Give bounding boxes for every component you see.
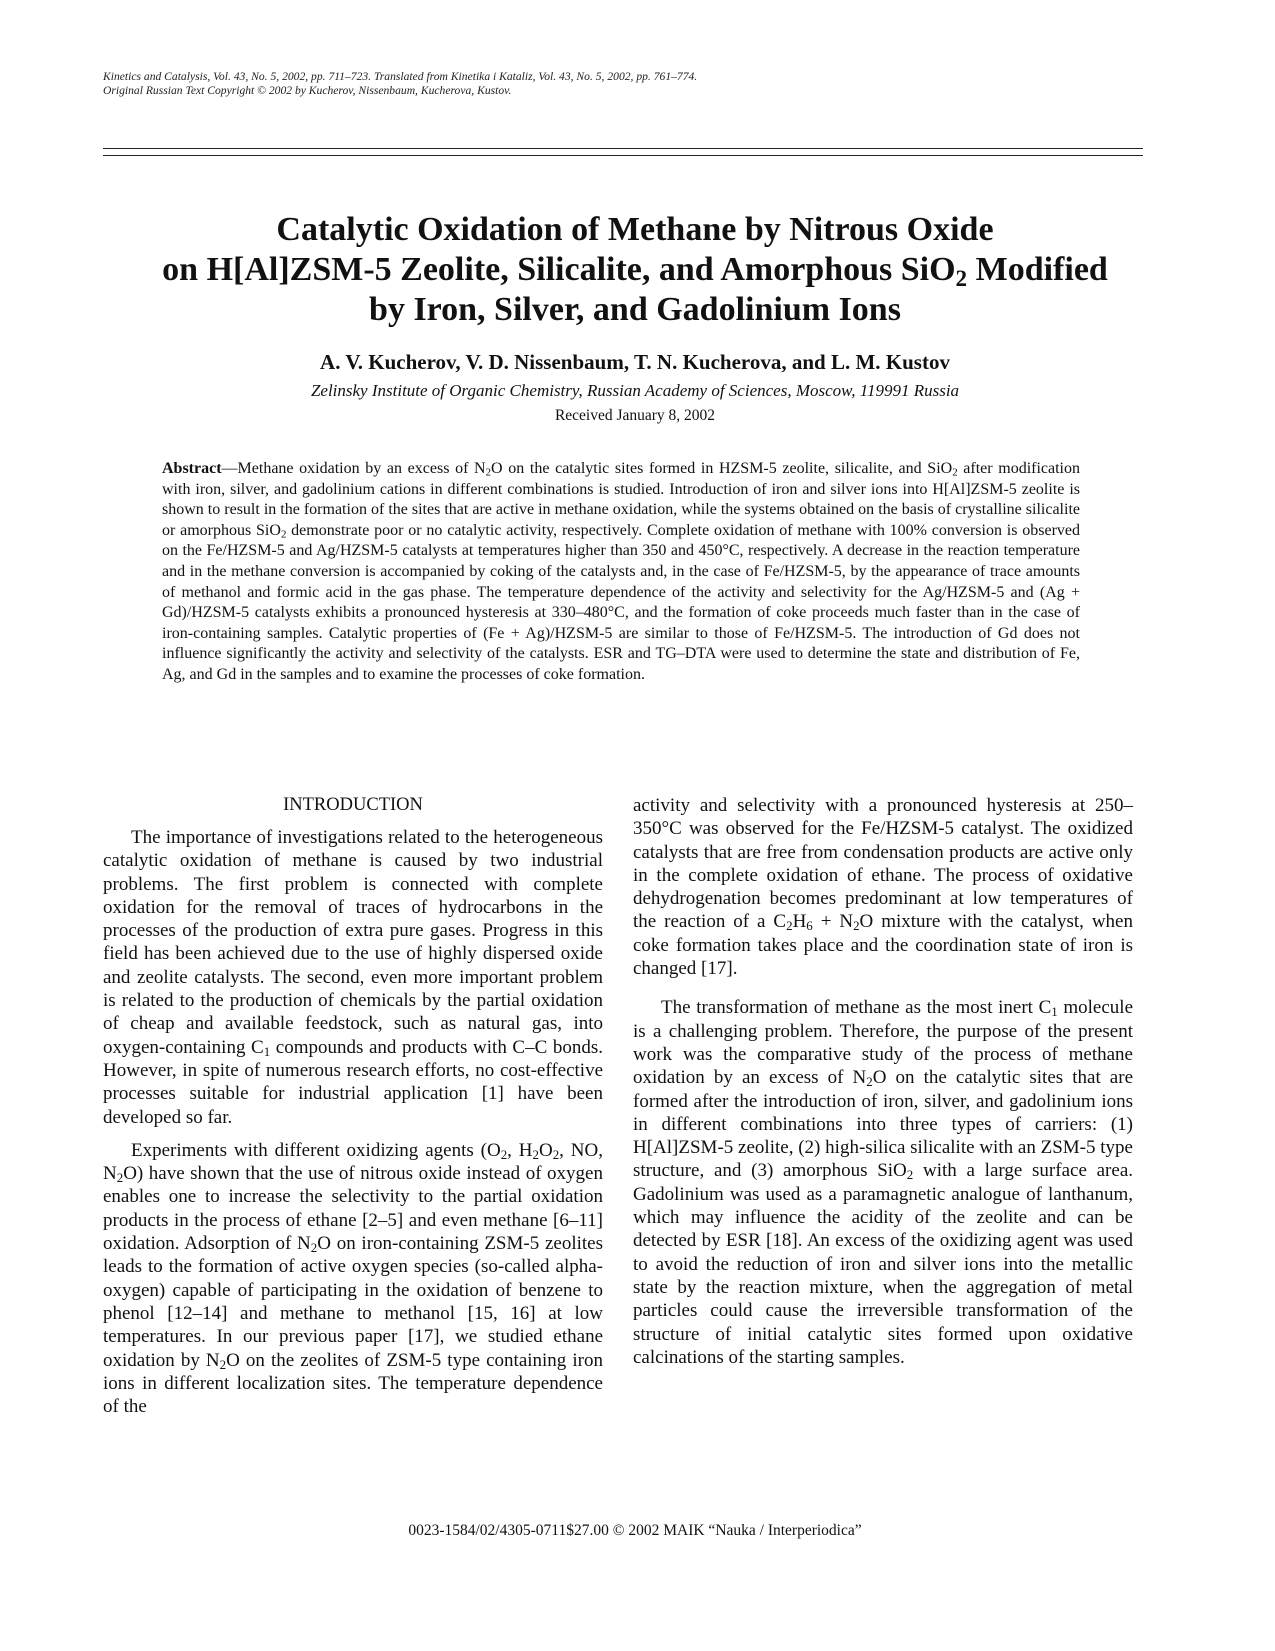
- paragraph-text: activity and selectivity with a pronounced hysteresis at 250–350°C was observed for the Fe/HZSM-5 catalyst. The oxidized catalysts that are free from condensation products are active only in the complete oxidation of ethane. The process of oxidative dehydrogenation becomes predominant at low temperatures of the reaction of a C: [633, 795, 1133, 933]
- subscript: 2: [786, 918, 793, 934]
- title-line-2-end: Modified: [967, 251, 1108, 288]
- subscript: 2: [310, 1240, 318, 1256]
- title-line-3: by Iron, Silver, and Gadolinium Ions: [369, 291, 901, 328]
- paragraph-text: , NO, N: [103, 1139, 603, 1185]
- paragraph-text: O on the catalytic sites that are formed after the introduction of iron, silver, and gadolinium ions in different combinations into three types of carriers: (1) H[Al]ZSM-5 zeolite, (2) high-silica silicalite with an ZSM-5 type structure, and (3) amorphous SiO: [633, 1067, 1133, 1182]
- abstract-text: —Methane oxidation by an excess of N: [221, 460, 486, 477]
- title-line-1: Catalytic Oxidation of Methane by Nitrous Oxide: [276, 211, 994, 248]
- author-list: A. V. Kucherov, V. D. Nissenbaum, T. N. Kucherova, and L. M. Kustov: [320, 350, 950, 374]
- paragraph-text: molecule is a challenging problem. Therefore, the purpose of the present work was the comparative study of the process of methane oxidation by an excess of N: [633, 997, 1134, 1089]
- header-copyright: Original Russian Text Copyright © 2002 by Kucherov, Nissenbaum, Kucherova, Kustov.: [103, 84, 512, 97]
- header-rule-bottom: [103, 155, 1143, 156]
- abstract-label: Abstract: [162, 460, 222, 477]
- subscript: 2: [116, 1170, 124, 1186]
- paragraph-text: O on the zeolites of ZSM-5 type containing iron ions in different localization sites. The temperature dependence of the: [103, 1349, 603, 1418]
- subscript: 2: [219, 1356, 227, 1372]
- subscript: 2: [866, 1074, 873, 1090]
- paragraph-text: , H: [507, 1139, 533, 1161]
- paragraph-text: The transformation of methane as the most inert C: [661, 997, 1052, 1019]
- abstract-subscript: 2: [485, 466, 492, 479]
- abstract-subscript: 2: [280, 528, 287, 541]
- paragraph-text: The importance of investigations related to the heterogeneous catalytic oxidation of methane is caused by two industrial problems. The first problem is connected with complete oxidation for the removal of traces of hydrocarbons in the processes of the production of extra pure gases. Progress in this field has been achieved due to the use of highly dispersed oxide and zeolite catalysts. The second, even more important problem is related to the production of chemicals by the partial oxidation of cheap and available feedstock, such as natural gas, into oxygen-containing C: [103, 827, 603, 1058]
- subscript: 6: [806, 918, 813, 934]
- paragraph-text: + N: [812, 911, 854, 933]
- paragraph-text: Experiments with different oxidizing agents (O: [131, 1139, 501, 1161]
- intro-paragraph-2-continued: [633, 794, 1133, 980]
- intro-paragraph-3: [633, 996, 1133, 1369]
- title-subscript: 2: [955, 265, 968, 292]
- paragraph-text: O mixture with the catalyst, when coke formation takes place and the coordination state of iron is changed [17].: [633, 911, 1133, 980]
- intro-paragraph-2: [103, 1139, 603, 1419]
- subscript: 2: [532, 1147, 539, 1163]
- title-line-2: [90, 250, 1180, 290]
- subscript: 1: [263, 1043, 271, 1059]
- header-rule-top: [103, 148, 1143, 149]
- subscript: 2: [552, 1147, 560, 1163]
- abstract-text: O on the catalytic sites formed in HZSM-5 zeolite, silicalite, and SiO: [491, 460, 953, 477]
- subscript: 2: [853, 918, 860, 934]
- subscript: 2: [906, 1167, 914, 1183]
- subscript: 1: [1051, 1004, 1058, 1020]
- left-column: [103, 794, 603, 1428]
- header-citation: Kinetics and Catalysis, Vol. 43, No. 5, 2002, pp. 711–723. Translated from Kinetika i Kataliz, Vol. 43, No. 5, 2002, pp. 761–774.: [103, 70, 698, 83]
- subscript: 2: [500, 1147, 508, 1163]
- paragraph-text: O) have shown that the use of nitrous oxide instead of oxygen enables one to increase the selectivity to the partial oxidation products in the process of ethane [2–5] and even methane [6–11] oxidation. Adsorption of N: [103, 1163, 603, 1255]
- paragraph-text: H: [792, 911, 807, 933]
- abstract-text: after modification with iron, silver, and gadolinium cations in different combinations is studied. Introduction of iron and silver ions into H[Al]ZSM-5 zeolite is shown to result in the formation of the sites that are active in methane oxidation, while the systems obtained on the basis of crystalline silicalite or amorphous SiO: [162, 460, 1081, 539]
- paragraph-text: O: [538, 1139, 553, 1161]
- received-date: Received January 8, 2002: [554, 407, 716, 424]
- abstract: [162, 459, 1080, 686]
- intro-paragraph-1: [103, 826, 603, 1129]
- paragraph-text: O on iron-containing ZSM-5 zeolites leads to the formation of active oxygen species (so-called alpha-oxygen) capable of participating in the oxidation of benzene to phenol [12–14] and methane to methanol [15, 16] at low temperatures. In our previous paper [17], we studied ethane oxidation by N: [103, 1233, 603, 1371]
- abstract-subscript: 2: [952, 466, 958, 479]
- abstract-text: demonstrate poor or no catalytic activity, respectively. Complete oxidation of methane with 100% conversion is observed on the Fe/HZSM-5 and Ag/HZSM-5 catalysts at temperatures higher than 350 and 450°C, respectively. A decrease in the reaction temperature and in the methane conversion is accompanied by coking of the catalysts and, in the case of Fe/HZSM-5, by the appearance of trace amounts of methanol and formic acid in the gas phase. The temperature dependence of the activity and selectivity for the Ag/HZSM-5 and (Ag + Gd)/HZSM-5 catalysts exhibits a pronounced hysteresis at 330–480°C, and the formation of coke proceeds much faster than in the case of iron-containing samples. Catalytic properties of (Fe + Ag)/HZSM-5 are similar to those of Fe/HZSM-5. The introduction of Gd does not influence significantly the activity and selectivity of the catalysts. ESR and TG–DTA were used to determine the state and distribution of Fe, Ag, and Gd in the samples and to examine the processes of coke formation.: [162, 521, 1081, 683]
- section-heading-introduction: INTRODUCTION: [283, 795, 423, 815]
- affiliation: Zelinsky Institute of Organic Chemistry, Russian Academy of Sciences, Moscow, 119991 Russia: [310, 381, 960, 400]
- paragraph-text: with a large surface area. Gadolinium was used as a paramagnetic analogue of lanthanum, which may influence the acidity of the zeolite and can be detected by ESR [18]. An excess of the oxidizing agent was used to avoid the reduction of iron and silver ions into the metallic state by the reaction mixture, when the aggregation of metal particles could cause the irreversible transformation of the structure of initial catalytic sites formed upon oxidative calcinations of the starting samples.: [633, 1160, 1133, 1368]
- right-column: [633, 794, 1133, 1379]
- footer-copyright: 0023-1584/02/4305-0711$27.00 © 2002 MAIK “Nauka / Interperiodica”: [408, 1522, 862, 1539]
- title-line-2-text: on H[Al]ZSM-5 Zeolite, Silicalite, and Amorphous SiO: [162, 251, 956, 288]
- paper-title: [90, 210, 1180, 330]
- paragraph-text: compounds and products with C–C bonds. However, in spite of numerous research efforts, no cost-effective processes suitable for industrial application [1] have been developed so far.: [103, 1036, 603, 1128]
- journal-header: [103, 70, 1143, 98]
